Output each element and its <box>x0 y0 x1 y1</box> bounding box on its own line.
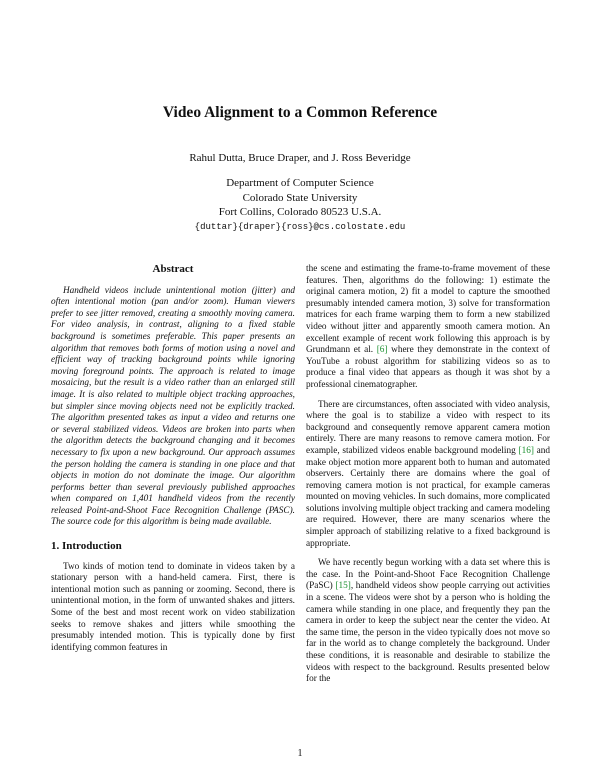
left-column <box>51 264 295 654</box>
author-list: Rahul Dutta, Bruce Draper, and J. Ross Beveridge <box>189 152 411 164</box>
affiliation <box>0 176 600 234</box>
city: Fort Collins, Colorado 80523 U.S.A. <box>218 206 382 218</box>
right-paragraph-2 <box>306 400 550 551</box>
page-number: 1 <box>297 748 303 759</box>
text-run: and make object motion more apparent both to human and automated observers. Certainly there are domains where the goal of removing camera motion is not practical, for example cameras mounted on moving vehicles. In such domains, more complicated solutions involving multiple object tracking and camera modeling are required. However, there are many scenarios where the simpler approach of stabilizing relative to a fixed background is appropriate. <box>306 445 551 549</box>
abstract-text: Handheld videos include unintentional motion (jitter) and often intentional motion (pan and/or zoom). Human viewers prefer to see jitter removed, creating a smoothly moving camera. For video analysis, in contrast, aligning to a fixed stable background is sometimes preferable. This paper presents an algorithm that removes both forms of motion using a novel and efficient way of tracking background points while ignoring moving foreground points. The approach is related to image mosaicing, but the result is a video rather than an enlarged still image. It is also related to multiple object tracking approaches, but simpler since moving objects need not be explicitly tracked. The algorithm presented takes as input a video and returns one or several stabilized videos. Videos are broken into parts when the algorithm detects the background changing and it becomes necessary to fix upon a new background. Our approach assumes the person holding the camera is standing in one place and that objects in motion do not dominate the image. Our algorithm performs better than several previously published approaches when compared on 1,401 handheld videos from the recently released Point-and-Shoot Face Recognition Challenge (PASC). The source code for this algorithm is being made available. <box>51 285 295 528</box>
citation-link[interactable]: [6] <box>376 345 388 356</box>
department: Department of Computer Science <box>226 177 374 189</box>
citation-link[interactable]: [15] <box>335 581 351 592</box>
text-run: where they demonstrate in the context of YouTube a robust algorithm for stabilizing videos so as to produce a final video that appears as though it was shot by a professional cinematographer. <box>306 345 551 390</box>
right-paragraph-3 <box>306 558 550 686</box>
university: Colorado State University <box>242 191 358 204</box>
text-run: the scene and estimating the frame-to-frame movement of these features. Then, algorithms do the following: 1) estimate the original camera motion, 2) fit a model to capture the smoothed presumably intended camera motion, 3) solve for transformation matrices for each frame warping them to form a new stabilized video without jitter and apparently smooth camera motion. An excellent example of recent work following this approach is by Grundmann et al. <box>306 264 550 356</box>
paper-title: Video Alignment to a Common Reference <box>162 104 438 121</box>
text-run: We have recently begun working with a data set where this is the case. In the Point-and-Shoot Face Recognition Challenge (PaSC) <box>306 558 550 592</box>
section-heading-introduction: 1. Introduction <box>51 540 122 553</box>
text-run: , handheld videos show people carrying out activities in a scene. The videos were shot by a person who is holding the camera while standing in one place, and frequently they pan the camera in order to keep the subject near the center the video. At the same time, the person in the video typically does not move so far in the world as to change completely the background. Under these conditions, it is reasonable and desirable to stabilize the videos with respect to the background. Results presented below for the <box>306 581 550 685</box>
right-paragraph-1 <box>306 264 550 392</box>
email-address: {duttar}{draper}{ross}@cs.colostate.edu <box>194 221 406 232</box>
text-run: There are circumstances, often associated with video analysis, where the goal is to stabilize a video with respect to its background and consequently remove apparent camera motion entirely. There are many reasons to remove camera motion. For example, stabilized videos enable background modeling <box>306 399 550 456</box>
abstract-heading: Abstract <box>152 263 194 275</box>
right-column <box>306 264 550 686</box>
intro-paragraph: Two kinds of motion tend to dominate in videos taken by a stationary person with a hand-held camera. First, there is intentional motion such as panning or zooming. Second, there is unintentional motion, in the form of unwanted shakes and jitters. Some of the best and most recent work on video stabilization seeks to remove shakes and jitters while smoothing the presumably intended motion. This is typically done by first identifying common features in <box>51 561 295 653</box>
citation-link[interactable]: [16] <box>518 445 534 456</box>
